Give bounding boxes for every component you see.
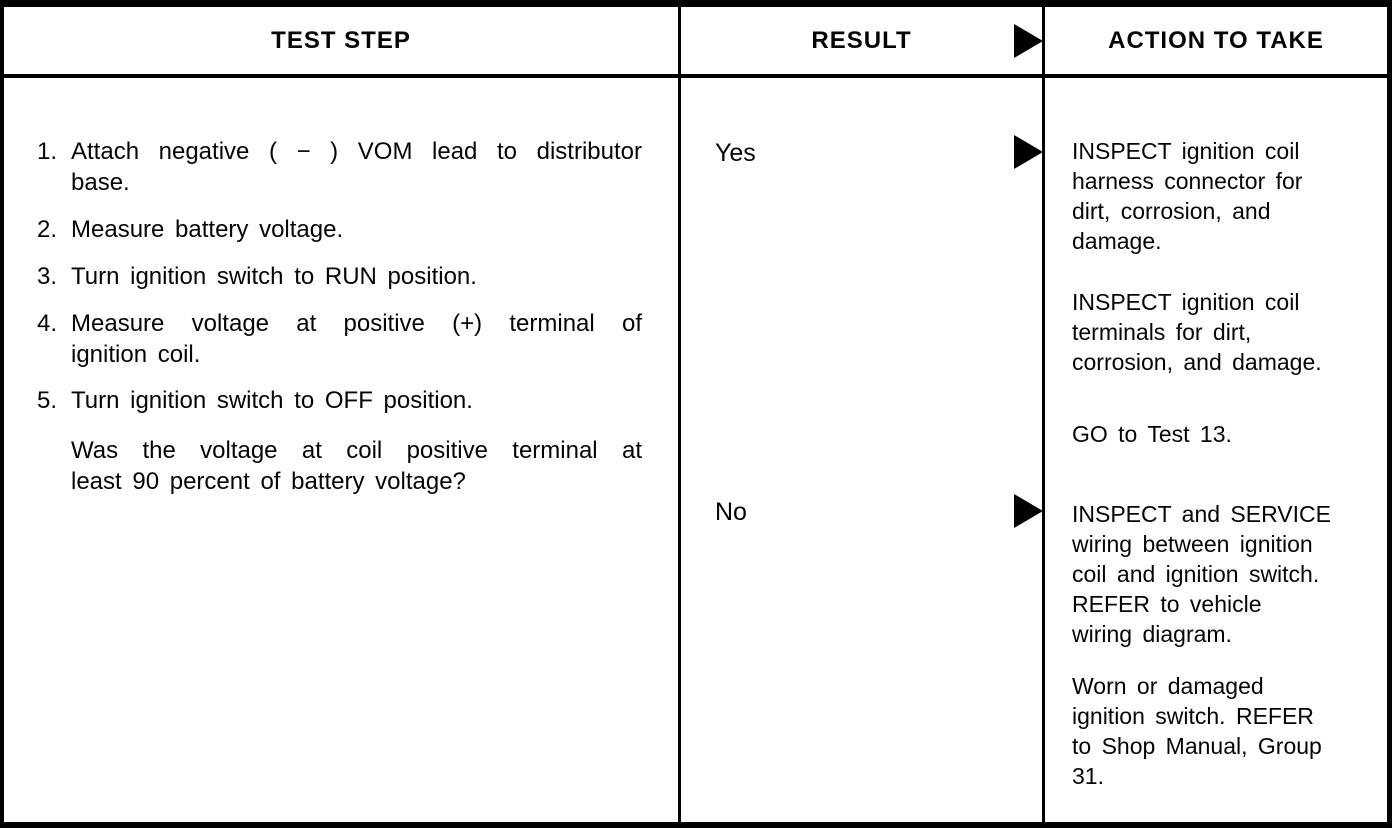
text-line: REFER to vehicle <box>1072 591 1262 617</box>
text-line: ignition switch. REFER <box>1072 703 1314 729</box>
test-step-header <box>4 7 681 78</box>
test-step-header-label: TEST STEP <box>271 26 411 54</box>
test-step-item-3 <box>37 261 642 292</box>
test-step-item-5 <box>37 385 642 416</box>
test-question <box>71 435 642 497</box>
text-line: terminals for dirt, <box>1072 319 1252 345</box>
text-line: ignition coil. <box>71 341 201 368</box>
step-text <box>71 261 642 292</box>
test-step-item-2 <box>37 214 642 245</box>
step-text <box>71 214 642 245</box>
text-line: INSPECT ignition coil <box>1072 289 1300 315</box>
text-line: Worn or damaged <box>1072 673 1264 699</box>
text-line: Turn ignition switch to OFF position. <box>71 387 473 414</box>
text-line: coil and ignition switch. <box>1072 561 1320 587</box>
action-header <box>1045 7 1387 78</box>
text-line: Attach negative ( − ) VOM lead to distributor <box>71 138 642 165</box>
action-paragraph-yes-2 <box>1072 287 1369 377</box>
text-line: least 90 percent of battery voltage? <box>71 468 466 495</box>
action-paragraph-no-2 <box>1072 671 1369 791</box>
text-line: Was the voltage at coil positive terminal at <box>71 437 642 464</box>
action-cell <box>1045 78 1387 822</box>
test-step-item-4 <box>37 308 642 370</box>
text-line: damage. <box>1072 228 1162 254</box>
step-number: 5. <box>37 387 58 414</box>
step-number: 4. <box>37 310 58 337</box>
text-line: Measure battery voltage. <box>71 216 344 243</box>
text-line: wiring between ignition <box>1072 531 1313 557</box>
step-text <box>71 136 642 198</box>
text-line: INSPECT and SERVICE <box>1072 501 1331 527</box>
text-line: Measure voltage at positive (+) terminal of <box>71 310 642 337</box>
result-header-arrow-icon <box>1014 24 1043 58</box>
step-text <box>71 385 642 416</box>
text-line: INSPECT ignition coil <box>1072 138 1300 164</box>
text-line: 31. <box>1072 763 1104 789</box>
text-line: dirt, corrosion, and <box>1072 198 1271 224</box>
step-number: 3. <box>37 263 58 290</box>
test-step-cell <box>4 78 681 822</box>
step-text <box>71 308 642 370</box>
action-paragraph-yes-1 <box>1072 136 1369 256</box>
step-number: 1. <box>37 138 58 165</box>
text-line: GO to Test 13. <box>1072 421 1232 447</box>
action-paragraph-yes-3 <box>1072 419 1369 449</box>
result-cell <box>681 78 1045 822</box>
result-yes-label: Yes <box>715 139 756 167</box>
result-no-label: No <box>715 498 747 526</box>
action-header-label: ACTION TO TAKE <box>1108 26 1324 54</box>
result-header-label: RESULT <box>811 26 912 54</box>
test-step-item-1 <box>37 136 642 198</box>
text-line: corrosion, and damage. <box>1072 349 1322 375</box>
text-line: to Shop Manual, Group <box>1072 733 1322 759</box>
text-line: Turn ignition switch to RUN position. <box>71 263 477 290</box>
step-number: 2. <box>37 216 58 243</box>
text-line: wiring diagram. <box>1072 621 1232 647</box>
text-line: base. <box>71 169 130 196</box>
action-paragraph-no-1 <box>1072 499 1369 649</box>
text-line: harness connector for <box>1072 168 1303 194</box>
result-yes-arrow-icon <box>1014 135 1043 169</box>
result-header <box>681 7 1045 78</box>
result-no-arrow-icon <box>1014 494 1043 528</box>
